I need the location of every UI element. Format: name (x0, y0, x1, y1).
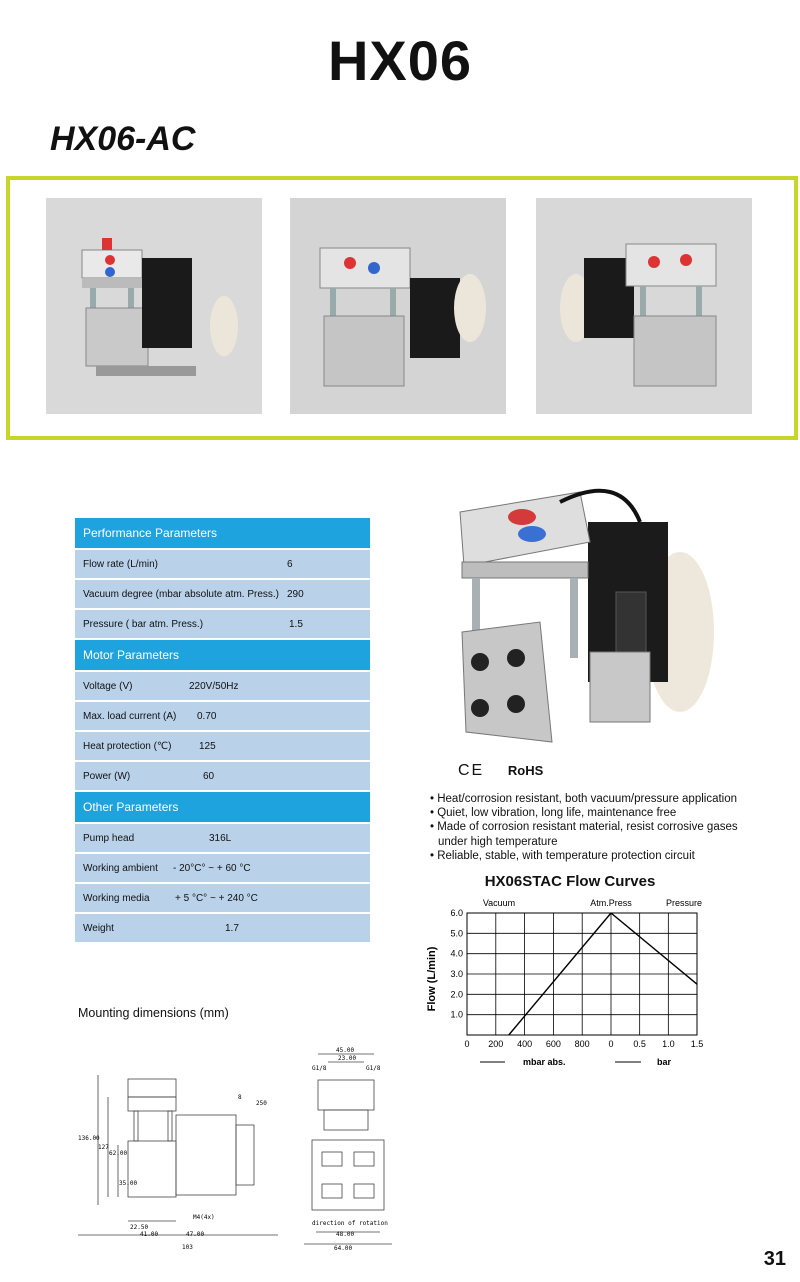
region-label-atm: Atm.Press (590, 898, 632, 908)
table-row (75, 701, 370, 731)
param-label: Working ambient (83, 862, 158, 874)
mounting-dimensions-label: Mounting dimensions (mm) (78, 1006, 229, 1020)
list-item: • Made of corrosion resistant material, resist corrosive gases under high temperature (430, 821, 738, 848)
product-photo-front (46, 198, 262, 414)
dim-label: G1/8 (312, 1065, 327, 1072)
dim-label: 48.00 (336, 1231, 355, 1238)
list-item: • Reliable, stable, with temperature protection circuit (430, 849, 695, 862)
param-label: Pressure ( bar atm. Press.) (83, 618, 204, 630)
param-value: 1.5 (289, 618, 303, 630)
vacuum-unit-label: mbar abs. (523, 1057, 566, 1067)
x-tick-label: 0 (464, 1039, 470, 1049)
dim-label: 45.00 (336, 1047, 355, 1054)
y-tick-label: 3.0 (450, 969, 463, 979)
dim-label: 47.00 (186, 1231, 205, 1238)
x-tick-label: 400 (517, 1039, 533, 1049)
param-label: Flow rate (L/min) (83, 558, 159, 570)
list-item: • Heat/corrosion resistant, both vacuum/pressure application (430, 793, 738, 805)
product-photo-angle-left (290, 198, 506, 414)
chart-grid (467, 913, 697, 1035)
x-tick-label: 800 (574, 1039, 590, 1049)
table-row (75, 609, 370, 639)
dim-label: 23.00 (338, 1055, 357, 1062)
product-photo-large (440, 482, 740, 760)
page-number: 31 (763, 1248, 786, 1270)
table-row (75, 761, 370, 791)
dim-label: 103 (182, 1244, 193, 1251)
dim-label: 22.50 (130, 1224, 149, 1231)
chart-ticks (450, 908, 703, 1049)
dim-label: 35.00 (119, 1180, 138, 1187)
param-label: Vacuum degree (mbar absolute atm. Press.) (83, 588, 280, 600)
param-value: 316L (209, 832, 232, 844)
y-axis-label: Flow (L/min) (426, 946, 438, 1012)
param-label: Power (W) (83, 770, 131, 782)
model-subtitle: HX06-AC (50, 120, 196, 158)
table-row (75, 671, 370, 701)
dim-label: M4(4x) (193, 1214, 215, 1221)
region-label-pressure: Pressure (665, 898, 703, 908)
param-value: 60 (203, 770, 215, 782)
x-tick-label: 1.5 (690, 1039, 704, 1049)
ce-mark: CE (458, 762, 485, 779)
flow-curve-chart (425, 895, 725, 1075)
param-value: 0.70 (197, 710, 217, 722)
certifications (458, 762, 543, 780)
dim-label: 62.00 (109, 1150, 128, 1157)
x-tick-label: 600 (545, 1039, 561, 1049)
y-tick-label: 5.0 (450, 928, 463, 939)
y-tick-label: 2.0 (450, 989, 463, 1000)
table-row (75, 731, 370, 761)
front-view-drawing (298, 1040, 398, 1255)
feature-list (430, 792, 770, 863)
param-value: 220V/50Hz (189, 680, 239, 692)
x-tick-label: 0 (608, 1039, 614, 1049)
page-title: HX06 (327, 29, 473, 92)
side-view-drawing (78, 1035, 278, 1255)
param-label: Max. load current (A) (83, 710, 177, 722)
y-tick-label: 6.0 (450, 908, 463, 918)
y-tick-label: 1.0 (450, 1009, 463, 1020)
table-row (75, 579, 370, 609)
param-label: Pump head (83, 832, 135, 844)
table-row (75, 823, 370, 853)
param-value: - 20°C° ~ + 60 °C (173, 862, 251, 874)
dim-label: 250 (256, 1100, 267, 1107)
table-row (75, 853, 370, 883)
photo-gallery (6, 176, 798, 440)
dim-label: 127 (98, 1144, 109, 1151)
dim-label: 8 (238, 1094, 242, 1101)
x-tick-label: 1.0 (662, 1039, 675, 1049)
table-row (75, 549, 370, 579)
param-value: 1.7 (225, 922, 239, 934)
x-tick-label: 200 (488, 1039, 504, 1049)
param-label: Heat protection (℃) (83, 740, 172, 752)
section-header: Other Parameters (75, 791, 370, 823)
param-value: 125 (199, 740, 216, 752)
section-header: Performance Parameters (75, 518, 370, 549)
list-item: • Quiet, low vibration, long life, maintenance free (430, 807, 677, 820)
parameters-table (75, 518, 370, 944)
product-photo-angle-right (536, 198, 752, 414)
dim-label: direction of rotation (312, 1220, 388, 1227)
param-label: Voltage (V) (83, 680, 133, 692)
section-header: Motor Parameters (75, 639, 370, 671)
region-label-vacuum: Vacuum (482, 898, 516, 908)
pressure-unit-label: bar (657, 1057, 672, 1067)
dim-label: 64.00 (334, 1245, 353, 1252)
chart-title: HX06STAC Flow Curves (484, 873, 656, 890)
table-row (75, 883, 370, 913)
table-row (75, 913, 370, 943)
dim-label: G1/8 (366, 1065, 381, 1072)
rohs-mark: RoHS (507, 763, 544, 778)
param-label: Weight (83, 922, 114, 934)
param-label: Working media (83, 892, 150, 904)
dim-label: 136.00 (78, 1135, 100, 1142)
x-tick-label: 0.5 (633, 1039, 646, 1049)
param-value: + 5 °C° ~ + 240 °C (175, 892, 258, 904)
param-value: 290 (287, 588, 304, 600)
series-pressure-line (611, 913, 697, 984)
dim-label: 41.00 (140, 1231, 159, 1238)
y-tick-label: 4.0 (450, 948, 463, 959)
param-value: 6 (287, 558, 293, 570)
